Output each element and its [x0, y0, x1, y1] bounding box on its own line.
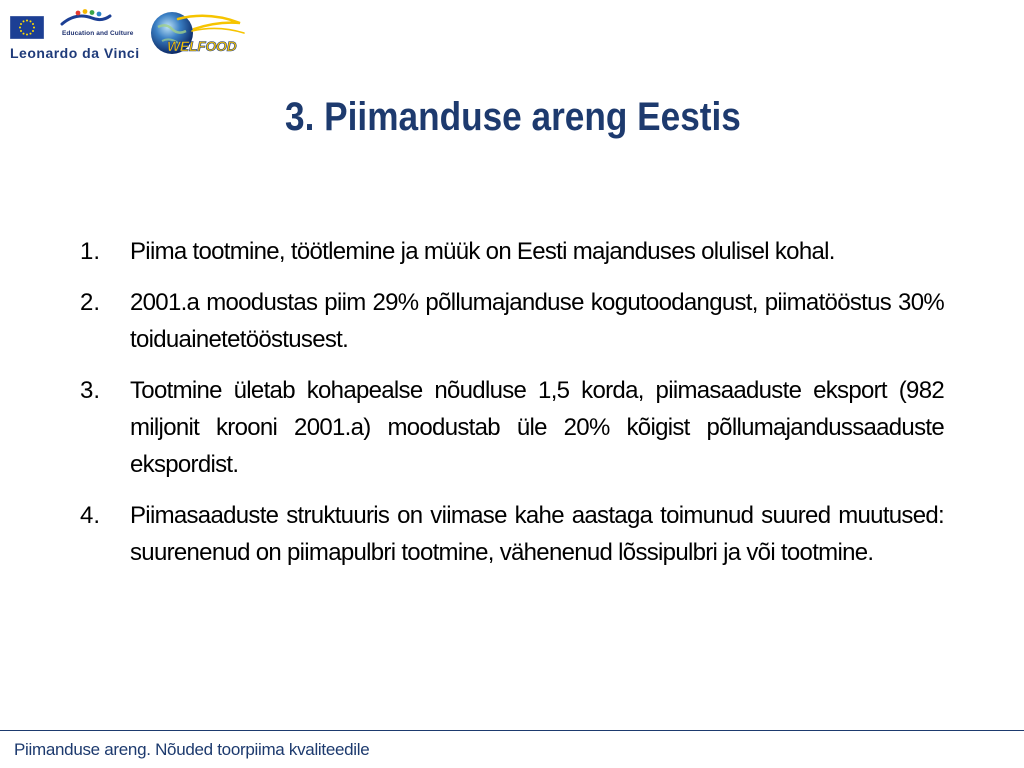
- list-item: [80, 284, 944, 358]
- list-item-number: 3.: [80, 377, 101, 404]
- list-item-number: 4.: [80, 502, 101, 529]
- welfood-logo-text: WELFOOD: [167, 38, 237, 54]
- footer-text: Piimanduse areng. Nõuded toorpiima kvaliteedile: [14, 740, 370, 759]
- slide-title: 3. Piimanduse areng Eestis: [285, 95, 741, 139]
- list-item-number: 1.: [80, 238, 101, 265]
- eu-flag-icon: [10, 16, 44, 39]
- list-item-number: 2.: [80, 289, 101, 316]
- list-item-text: Piima tootmine, töötlemine ja müük on Eesti majanduses olulisel kohal.: [130, 238, 835, 265]
- list-item: [80, 497, 944, 571]
- leonardo-da-vinci-logo-text: Leonardo da Vinci: [10, 45, 140, 61]
- footer-divider: [0, 730, 1024, 731]
- numbered-list: [80, 233, 944, 585]
- list-item: [80, 372, 944, 483]
- welfood-globe-logo-icon: [148, 9, 248, 65]
- list-item: [80, 233, 944, 270]
- list-item-text: 2001.a moodustas piim 29% põllumajanduse kogutoodangust, piimatööstus 30% toiduainetetööstusest.: [130, 289, 944, 353]
- education-culture-text: Education and Culture: [62, 30, 134, 37]
- list-item-text: Tootmine ületab kohapealse nõudluse 1,5 korda, piimasaaduste eksport (982 miljonit krooni 2001.a) moodustab üle 20% kõigist põllumajandussaaduste ekspordist.: [130, 377, 944, 478]
- education-culture-logo-icon: [58, 8, 114, 30]
- list-item-text: Piimasaaduste struktuuris on viimase kahe aastaga toimunud suured muutused: suurenenud on piimapulbri tootmine, vähenenud lõssipulbri ja või tootmine.: [130, 502, 944, 566]
